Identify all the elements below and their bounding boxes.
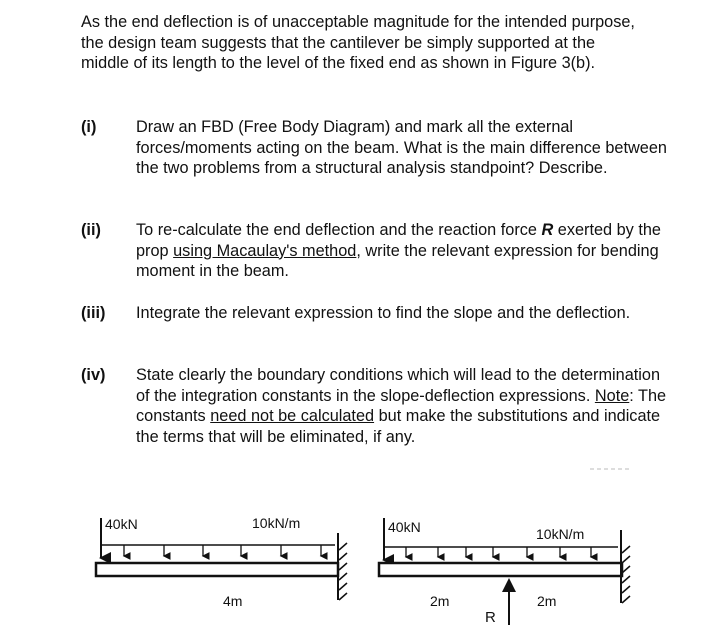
question-text: State clearly the boundary conditions which will lead to the determination of the integration constants in the slope-deflection expressions. Note: The constants need not be calculated but make the substitutions and indicate the terms that will be eliminated, if any. [136, 366, 667, 446]
question-number: (ii) [81, 221, 101, 239]
reaction-symbol: R [541, 221, 554, 239]
note-underline: Note [594, 386, 630, 405]
reaction-arrowhead [502, 578, 516, 592]
question-number: (iii) [81, 304, 106, 322]
question-text: Draw an FBD (Free Body Diagram) and mark all the external forces/moments acting on the beam. What is the main difference between the two problems from a structural analysis standpoint? Describe. [136, 118, 667, 178]
point-load-label: 40kN [388, 519, 421, 535]
left-span-label: 2m [430, 593, 450, 609]
question-text: To re-calculate the end deflection and the reaction force R exerted by the prop using Macaulay's method, write the relevant expression for bending moment in the beam. [136, 221, 661, 281]
udl-arrows [124, 545, 321, 556]
beam [96, 563, 338, 576]
need-not-underline: need not be calculated [210, 407, 375, 426]
udl-label: 10kN/m [252, 515, 301, 531]
figure-a-cantilever [96, 515, 347, 609]
reaction-label: R [485, 609, 496, 626]
underlined-method: using Macaulay's method [173, 241, 357, 260]
intro-paragraph: As the end deflection is of unacceptable magnitude for the intended purpose, the design team suggests that the cantilever be simply supported at the middle of its length to the level of the fixed end as shown in Figure 3(b). [81, 13, 635, 73]
udl-label: 10kN/m [536, 526, 585, 542]
point-load-label: 40kN [105, 516, 138, 532]
question-text: Integrate the relevant expression to find the slope and the deflection. [136, 304, 631, 322]
beam [379, 563, 622, 576]
figure-b-propped-cantilever [379, 518, 630, 626]
length-label: 4m [223, 593, 243, 609]
question-number: (i) [81, 118, 97, 136]
question-number: (iv) [81, 366, 106, 384]
udl-arrows [406, 547, 591, 557]
right-span-label: 2m [537, 593, 557, 609]
